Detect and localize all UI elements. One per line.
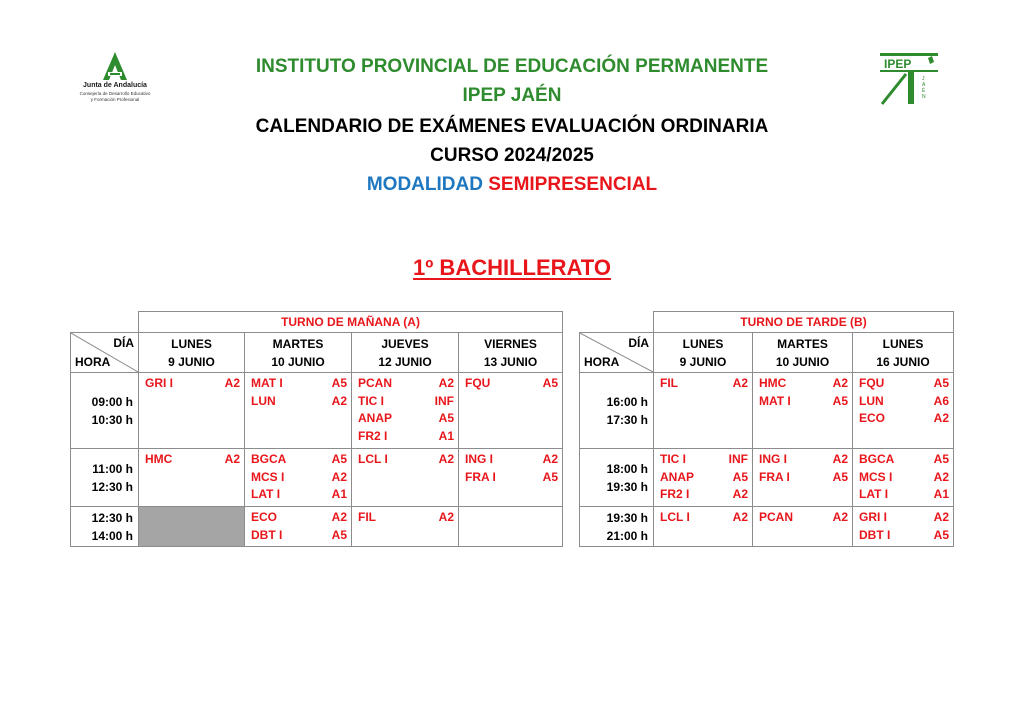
exam-entry [759,375,848,393]
day-header-1 [753,333,853,373]
exam-cell [753,449,853,507]
exam-room: A2 [933,411,949,425]
exam-entry [660,451,748,469]
exam-room: A5 [331,452,347,466]
section-title: 1º BACHILLERATO [413,255,611,280]
exam-entry [251,375,347,393]
exam-cell [245,507,352,547]
slot-start-time: 09:00 h [91,394,133,409]
exam-entry [759,469,848,487]
exam-subject: FR2 I [660,487,690,501]
header-calendar-title: CALENDARIO DE EXÁMENES EVALUACIÓN ORDINARIA [255,116,769,137]
exam-entry [465,451,558,469]
day-name: MARTES [272,336,324,351]
exam-subject: FQU [859,376,885,390]
exam-room: A2 [832,376,848,390]
exam-cell [245,449,352,507]
exam-room: A2 [438,510,454,524]
exam-room: A2 [832,452,848,466]
logo-left-title: Junta de Andalucía [83,82,147,89]
exam-room: A5 [832,469,848,484]
exam-room: A6 [933,393,949,408]
exam-entry [660,486,748,504]
corner-dia-label: DÍA [628,336,649,350]
exam-entry [145,375,240,393]
exam-subject: DBT I [251,527,283,542]
exam-entry [358,451,454,469]
slot-start-time: 18:00 h [606,461,648,476]
slot-start-time: 11:00 h [92,461,133,476]
exam-subject: ANAP [660,469,695,484]
exam-entry [251,393,347,411]
exam-cell [139,373,245,449]
exam-entry [759,509,848,527]
exam-entry [251,486,347,504]
day-date: 12 JUNIO [378,354,432,369]
day-header-0 [654,333,753,373]
exam-subject: LUN [251,393,276,408]
corner-hora-label: HORA [584,355,620,369]
exam-room: A2 [331,393,347,408]
exam-cell [352,507,459,547]
header-course: CURSO 2024/2025 [430,145,594,166]
exam-entry [859,486,949,504]
exam-cell [352,449,459,507]
exam-room: A5 [331,527,347,542]
header-modality [0,174,1024,196]
time-slot-row [580,507,954,547]
exam-subject: GRI I [145,376,174,390]
exam-entry [358,393,454,411]
exam-cell [753,373,853,449]
exam-room: A1 [438,428,454,443]
time-slot-row [71,373,563,449]
morning-schedule-table [70,311,563,547]
slot-end-time: 10:30 h [91,412,133,427]
time-slot-label [580,449,654,507]
exam-cell [753,507,853,547]
exam-subject: PCAN [358,376,393,390]
slot-end-time: 12:30 h [91,479,133,494]
slot-end-time: 19:30 h [606,479,648,494]
exam-entry [251,469,347,487]
exam-subject: LCL I [358,452,388,466]
exam-room: A2 [732,487,748,501]
day-date: 10 JUNIO [775,354,830,369]
exam-cell [853,373,954,449]
time-slot-row [580,373,954,449]
day-header-0 [139,333,245,373]
exam-room: A2 [224,376,240,390]
slot-start-time: 12:30 h [91,510,133,525]
header-institution: INSTITUTO PROVINCIAL DE EDUCACIÓN PERMANENTE [255,56,769,77]
exam-cell [352,373,459,449]
logo-left-subtitle-1: Consejería de Desarrollo Educativo [79,91,151,96]
exam-subject: FIL [358,510,376,524]
exam-subject: ING I [759,452,788,466]
exam-subject: FR2 I [358,428,388,443]
exam-subject: MAT I [759,393,791,408]
exam-subject: FRA I [759,469,790,484]
exam-subject: BGCA [859,452,895,466]
afternoon-schedule-table [579,311,954,547]
header-modality-value: SEMIPRESENCIAL [488,174,658,195]
exam-room: INF [728,452,748,466]
day-name: VIERNES [484,336,537,351]
time-slot-label [71,449,139,507]
day-name: LUNES [882,336,924,351]
exam-subject: BGCA [251,452,287,466]
day-date: 10 JUNIO [271,354,325,369]
exam-entry [145,451,240,469]
exam-entry [759,451,848,469]
exam-subject: LCL I [660,510,690,524]
slot-end-time: 17:30 h [606,412,648,427]
exam-entry [859,469,949,487]
exam-subject: LAT I [251,487,281,501]
exam-room: A2 [732,376,748,390]
exam-entry [859,527,949,545]
exam-room: A5 [438,411,454,425]
exam-subject: MAT I [251,376,283,390]
exam-room: A2 [933,510,949,524]
exam-subject: HMC [759,376,787,390]
corner-dia-label: DÍA [113,336,134,350]
exam-room: A2 [438,376,454,390]
time-slot-label [71,507,139,547]
exam-room: A5 [542,376,558,390]
exam-subject: DBT I [859,527,891,542]
day-name: MARTES [777,336,828,351]
exam-room: A2 [438,452,454,466]
slot-start-time: 19:30 h [606,510,648,525]
exam-cell [139,449,245,507]
exam-entry [660,375,748,393]
exam-entry [465,375,558,393]
exam-entry [358,375,454,393]
day-date: 13 JUNIO [483,354,538,369]
exam-room: A1 [331,487,347,501]
exam-room: A2 [542,452,558,466]
corner-header-cell [71,333,139,373]
ipep-logo-text: IPEP [884,57,912,71]
time-slot-row [71,449,563,507]
day-date: 16 JUNIO [876,354,930,369]
exam-entry [859,375,949,393]
exam-entry [859,509,949,527]
exam-subject: LUN [859,393,884,408]
exam-room: A5 [933,452,949,466]
exam-entry [251,509,347,527]
exam-entry [660,469,748,487]
exam-room: A2 [832,510,848,524]
exam-room: A5 [542,469,558,484]
day-name: LUNES [682,336,724,351]
logo-left-subtitle-2: y Formación Profesional [90,97,140,102]
exam-subject: ANAP [358,411,393,425]
exam-cell [654,449,753,507]
slot-end-time: 21:00 h [606,528,648,543]
exam-subject: ING I [465,452,494,466]
corner-header-cell [580,333,654,373]
exam-subject: TIC I [358,393,384,408]
exam-subject: MCS I [859,469,893,484]
time-slot-label [71,373,139,449]
exam-entry [251,527,347,545]
exam-entry [859,410,949,428]
exam-room: INF [434,393,454,408]
exam-entry [759,393,848,411]
exam-subject: MCS I [251,469,285,484]
time-slot-row [71,507,563,547]
exam-room: A2 [224,452,240,466]
slot-start-time: 16:00 h [606,394,648,409]
time-slot-label [580,373,654,449]
exam-cell [853,507,954,547]
ipep-logo-vertical-text: J A É N [922,76,926,100]
exam-subject: HMC [145,452,173,466]
exam-entry [859,393,949,411]
exam-room: A5 [331,376,347,390]
exam-cell [245,373,352,449]
day-header-2 [352,333,459,373]
exam-room: A2 [933,469,949,484]
exam-cell [459,507,563,547]
exam-room: A5 [933,376,949,390]
exam-subject: LAT I [859,487,889,501]
exam-cell [654,507,753,547]
slot-end-time: 14:00 h [91,528,133,543]
exam-room: A5 [732,469,748,484]
exam-subject: FRA I [465,469,496,484]
exam-subject: PCAN [759,510,794,524]
exam-subject: GRI I [859,510,888,524]
day-header-2 [853,333,954,373]
exam-room: A5 [832,393,848,408]
day-header-3 [459,333,563,373]
afternoon-turno-header: TURNO DE TARDE (B) [654,312,954,333]
day-date: 9 JUNIO [168,354,215,369]
exam-subject: ECO [251,510,278,524]
unavailable-cell [139,507,245,547]
time-slot-label [580,507,654,547]
day-header-1 [245,333,352,373]
header-ipep-jaen: IPEP JAÉN [462,85,562,106]
corner-hora-label: HORA [75,355,111,369]
day-name: JUEVES [381,336,429,351]
day-name: LUNES [171,336,212,351]
exam-room: A5 [933,527,949,542]
morning-turno-header: TURNO DE MAÑANA (A) [139,312,563,333]
time-slot-row [580,449,954,507]
exam-entry [859,451,949,469]
exam-room: A2 [331,510,347,524]
exam-subject: FIL [660,376,678,390]
exam-room: A1 [933,487,949,501]
exam-room: A2 [732,510,748,524]
exam-room: A2 [331,469,347,484]
exam-entry [660,509,748,527]
exam-cell [459,373,563,449]
exam-subject: TIC I [660,452,686,466]
exam-subject: ECO [859,411,886,425]
exam-entry [251,451,347,469]
exam-cell [853,449,954,507]
exam-subject: FQU [465,376,491,390]
day-date: 9 JUNIO [679,354,727,369]
exam-entry [358,410,454,428]
exam-entry [465,469,558,487]
exam-entry [358,428,454,446]
exam-cell [654,373,753,449]
header-modality-label: MODALIDAD [366,174,483,195]
exam-cell [459,449,563,507]
exam-entry [358,509,454,527]
